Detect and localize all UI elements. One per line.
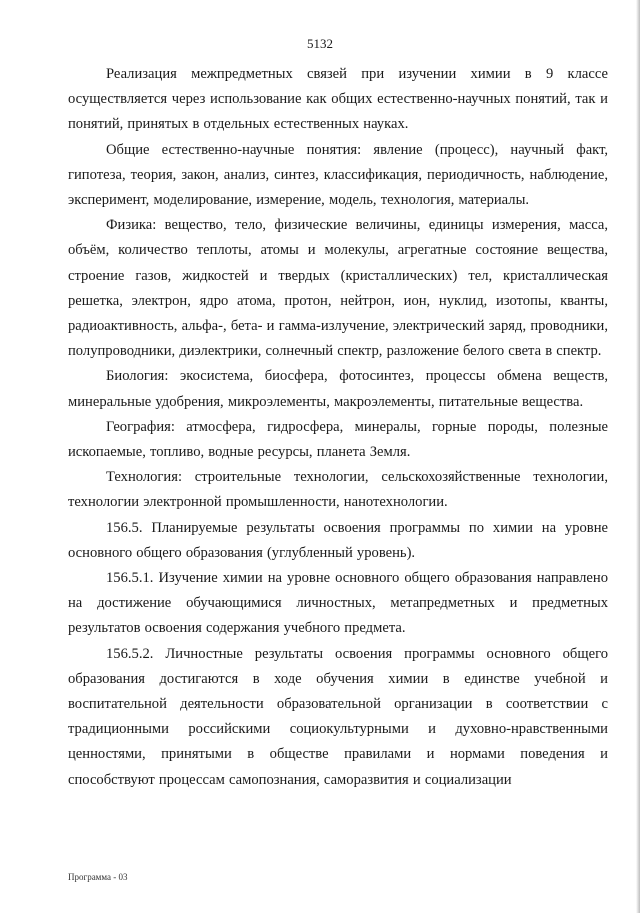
page-edge-shadow [636,0,640,913]
paragraph-156-5-1: 156.5.1. Изучение химии на уровне основного общего образования направлено на достижение обучающимися личностных, метапредметных и предметных результатов освоения содержания учебного предмета. [68,570,608,637]
paragraph-physics: Физика: вещество, тело, физические величины, единицы измерения, масса, объём, количество теплоты, атомы и молекулы, агрегатные состояние вещества, строение газов, жидкостей и твердых (кристаллических) тел, кристаллическая решетка, электрон, ядро атома, протон, нейтрон, ион, нуклид, изотопы, кванты, радиоактивность, альфа-, бета- и гамма-излучение, электрический заряд, проводники, полупроводники, диэлектрики, солнечный спектр, разложение белого света в спектр. [68,217,608,360]
paragraph-156-5: 156.5. Планируемые результаты освоения программы по химии на уровне основного общего образования (углубленный уровень). [68,519,608,561]
page-number: 5132 [307,36,333,51]
footer-label: Программа - 03 [68,872,128,882]
paragraph-technology: Технология: строительные технологии, сельскохозяйственные технологии, технологии электронной промышленности, нанотехнологии. [68,469,608,511]
paragraph-156-5-2: 156.5.2. Личностные результаты освоения программы основного общего образования достигаются в ходе обучения химии в единстве учебной и воспитательной деятельности образовательной организации в соответствии с традиционными российскими социокультурными и духовно-нравственными ценностями, принятыми в обществе правилами и нормами поведения и способствуют процессам самопознания, саморазвития и социализации [68,645,608,788]
document-body [68,62,608,793]
paragraph-geography: География: атмосфера, гидросфера, минералы, горные породы, полезные ископаемые, топливо, водные ресурсы, планета Земля. [68,418,608,461]
paragraph-intersubject-links: Реализация межпредметных связей при изучении химии в 9 классе осуществляется через использование как общих естественно-научных понятий, так и понятий, принятых в отдельных естественных науках. [68,66,608,133]
paragraph-general-concepts: Общие естественно-научные понятия: явление (процесс), научный факт, гипотеза, теория, закон, анализ, синтез, классификация, периодичность, наблюдение, эксперимент, моделирование, измерение, модель, технология, материалы. [68,141,608,209]
paragraph-biology: Биология: экосистема, биосфера, фотосинтез, процессы обмена веществ, минеральные удобрения, микроэлементы, макроэлементы, питательные вещества. [68,368,608,410]
